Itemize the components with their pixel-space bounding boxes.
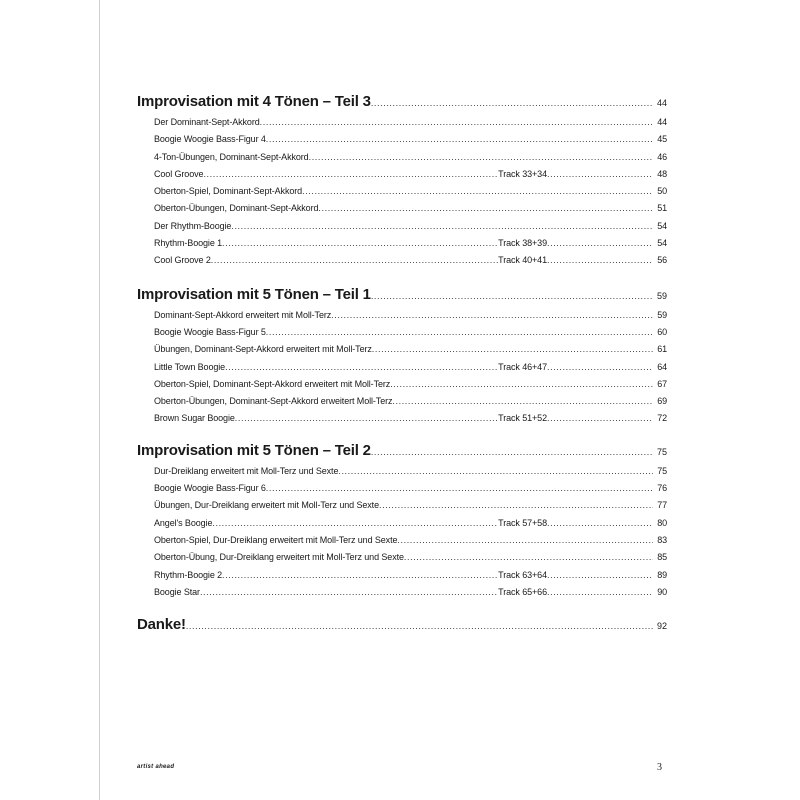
dot-leader <box>225 359 498 376</box>
dot-leader <box>371 93 653 112</box>
dot-leader <box>547 235 653 252</box>
entry-title: Oberton-Spiel, Dur-Dreiklang erweitert mit Moll-Terz und Sexte <box>154 534 398 545</box>
dot-leader <box>186 616 653 635</box>
toc-entry[interactable] <box>137 324 667 341</box>
dot-leader <box>338 463 653 480</box>
dot-leader <box>547 166 653 183</box>
page-edge-line <box>99 0 100 800</box>
page-number: 45 <box>657 134 667 145</box>
page-number: 90 <box>657 586 667 597</box>
dot-leader <box>372 341 653 358</box>
toc-section <box>137 441 667 601</box>
track-number: Track 38+39 <box>498 238 547 249</box>
entry-title: Rhythm-Boogie 2 <box>154 569 223 580</box>
entry-title: Oberton-Übung, Dur-Dreiklang erweitert mit Moll-Terz und Sexte <box>154 552 404 563</box>
entry-title: Dominant-Sept-Akkord erweitert mit Moll-Terz <box>154 309 332 320</box>
dot-leader <box>390 376 653 393</box>
entry-title: Der Dominant-Sept-Akkord <box>154 117 260 127</box>
section-title: Danke! <box>137 616 186 634</box>
entry-title: Boogie Woogie Bass-Figur 4 <box>154 134 266 145</box>
entry-title: Der Rhythm-Boogie <box>154 220 232 231</box>
page-number: 75 <box>656 446 667 457</box>
page-number: 54 <box>657 220 667 231</box>
toc-entry[interactable] <box>137 410 667 427</box>
track-number: Track 33+34 <box>498 168 547 179</box>
toc-entry[interactable] <box>137 200 667 217</box>
section-heading[interactable] <box>137 285 667 305</box>
dot-leader <box>235 410 498 427</box>
page-number: 44 <box>656 98 667 108</box>
entry-title: Übungen, Dominant-Sept-Akkord erweitert mit Moll-Terz <box>154 344 372 355</box>
dot-leader <box>371 442 653 461</box>
page-number: 44 <box>657 117 667 127</box>
toc-entry[interactable] <box>137 376 667 393</box>
dot-leader <box>231 218 653 235</box>
entry-title: Cool Groove 2 <box>154 255 211 266</box>
section-spacer <box>137 270 667 285</box>
section-spacer <box>137 601 667 615</box>
dot-leader <box>266 324 653 341</box>
dot-leader <box>547 515 653 532</box>
toc-entry[interactable] <box>137 584 667 601</box>
dot-leader <box>397 532 653 549</box>
toc-entry[interactable] <box>137 307 667 324</box>
page-number: 76 <box>657 483 667 494</box>
dot-leader <box>371 286 653 305</box>
toc-entry[interactable] <box>137 497 667 514</box>
entry-title: Brown Sugar Boogie <box>154 413 235 424</box>
toc-entry[interactable] <box>137 549 667 566</box>
page-number: 67 <box>657 378 667 389</box>
section-heading[interactable] <box>137 441 667 461</box>
page-number: 51 <box>657 203 667 214</box>
page-number: 46 <box>657 151 667 162</box>
dot-leader <box>392 393 653 410</box>
toc-entry[interactable] <box>137 218 667 235</box>
entry-title: Boogie Star <box>154 586 200 597</box>
page-number: 75 <box>657 465 667 476</box>
page-number: 89 <box>657 569 667 580</box>
toc-section <box>137 615 667 635</box>
entry-title: Oberton-Spiel, Dominant-Sept-Akkord erweitert mit Moll-Terz <box>154 378 391 389</box>
page-number: 80 <box>657 517 667 528</box>
page-number: 50 <box>657 186 667 197</box>
toc-entry[interactable] <box>137 341 667 358</box>
dot-leader <box>211 252 498 269</box>
dot-leader <box>547 567 653 584</box>
dot-leader <box>404 549 653 566</box>
dot-leader <box>331 307 653 324</box>
page-number: 83 <box>657 534 667 545</box>
section-spacer <box>137 428 667 441</box>
entry-title: Boogie Woogie Bass-Figur 6 <box>154 483 266 494</box>
table-of-contents <box>137 92 667 637</box>
dot-leader <box>200 584 498 601</box>
page-number: 64 <box>657 361 667 372</box>
dot-leader <box>547 359 653 376</box>
dot-leader <box>212 515 498 532</box>
entry-title: Boogie Woogie Bass-Figur 5 <box>154 326 266 337</box>
dot-leader <box>266 480 653 497</box>
page-number: 48 <box>657 168 667 179</box>
publisher-mark: artist ahead <box>137 764 175 770</box>
toc-section <box>137 92 667 270</box>
entry-title: Oberton-Übungen, Dominant-Sept-Akkord erweitert Moll-Terz <box>154 396 393 407</box>
toc-entry[interactable] <box>137 359 667 376</box>
toc-entry[interactable] <box>137 149 667 166</box>
page-number: 56 <box>657 255 667 266</box>
dot-leader <box>547 410 653 427</box>
dot-leader <box>266 131 653 148</box>
dot-leader <box>547 584 653 601</box>
entry-title: Übungen, Dur-Dreiklang erweitert mit Moll-Terz und Sexte <box>154 500 379 511</box>
page-number: 77 <box>657 500 667 511</box>
page-number: 92 <box>656 621 667 632</box>
dot-leader <box>547 252 653 269</box>
toc-entry[interactable] <box>137 114 667 131</box>
toc-entry[interactable] <box>137 532 667 549</box>
dot-leader <box>222 567 498 584</box>
entry-title: Cool Groove <box>154 168 204 179</box>
track-number: Track 40+41 <box>498 255 547 266</box>
toc-entry[interactable] <box>137 393 667 410</box>
page-number: 72 <box>657 413 667 424</box>
section-heading[interactable] <box>137 92 667 112</box>
dot-leader <box>318 200 653 217</box>
section-heading[interactable] <box>137 615 667 635</box>
page-number: 60 <box>657 326 667 337</box>
page-number: 59 <box>656 290 667 301</box>
entry-title: Little Town Boogie <box>154 361 226 372</box>
page-number: 61 <box>657 344 667 355</box>
entry-title: Oberton-Übungen, Dominant-Sept-Akkord <box>154 203 319 214</box>
section-title: Improvisation mit 5 Tönen – Teil 2 <box>137 441 371 459</box>
track-number: Track 46+47 <box>498 361 547 372</box>
toc-entry[interactable] <box>137 480 667 497</box>
toc-entry[interactable] <box>137 183 667 200</box>
track-number: Track 63+64 <box>498 569 547 580</box>
dot-leader <box>302 183 653 200</box>
section-title: Improvisation mit 4 Tönen – Teil 3 <box>137 93 371 110</box>
track-number: Track 57+58 <box>498 517 547 528</box>
page-number: 85 <box>657 552 667 563</box>
track-number: Track 51+52 <box>498 413 547 424</box>
toc-entry[interactable] <box>137 252 667 269</box>
toc-entry[interactable] <box>137 235 667 252</box>
dot-leader <box>379 497 653 514</box>
toc-entry[interactable] <box>137 463 667 480</box>
toc-entry[interactable] <box>137 166 667 183</box>
page-number-footer: 3 <box>657 762 662 773</box>
page-number: 69 <box>657 396 667 407</box>
track-number: Track 65+66 <box>498 586 547 597</box>
entry-title: Oberton-Spiel, Dominant-Sept-Akkord <box>154 186 303 197</box>
toc-entry[interactable] <box>137 515 667 532</box>
dot-leader <box>309 149 653 166</box>
dot-leader <box>260 114 653 131</box>
dot-leader <box>222 235 498 252</box>
toc-section <box>137 285 667 428</box>
entry-title: Rhythm-Boogie 1 <box>154 238 223 249</box>
toc-entry[interactable] <box>137 567 667 584</box>
toc-entry[interactable] <box>137 131 667 148</box>
entry-title: 4-Ton-Übungen, Dominant-Sept-Akkord <box>154 151 309 162</box>
page-number: 59 <box>657 309 667 320</box>
section-title: Improvisation mit 5 Tönen – Teil 1 <box>137 285 371 303</box>
entry-title: Dur-Dreiklang erweitert mit Moll-Terz und Sexte <box>154 465 339 476</box>
dot-leader <box>203 166 498 183</box>
page-number: 54 <box>657 238 667 249</box>
entry-title: Angel's Boogie <box>154 517 213 528</box>
